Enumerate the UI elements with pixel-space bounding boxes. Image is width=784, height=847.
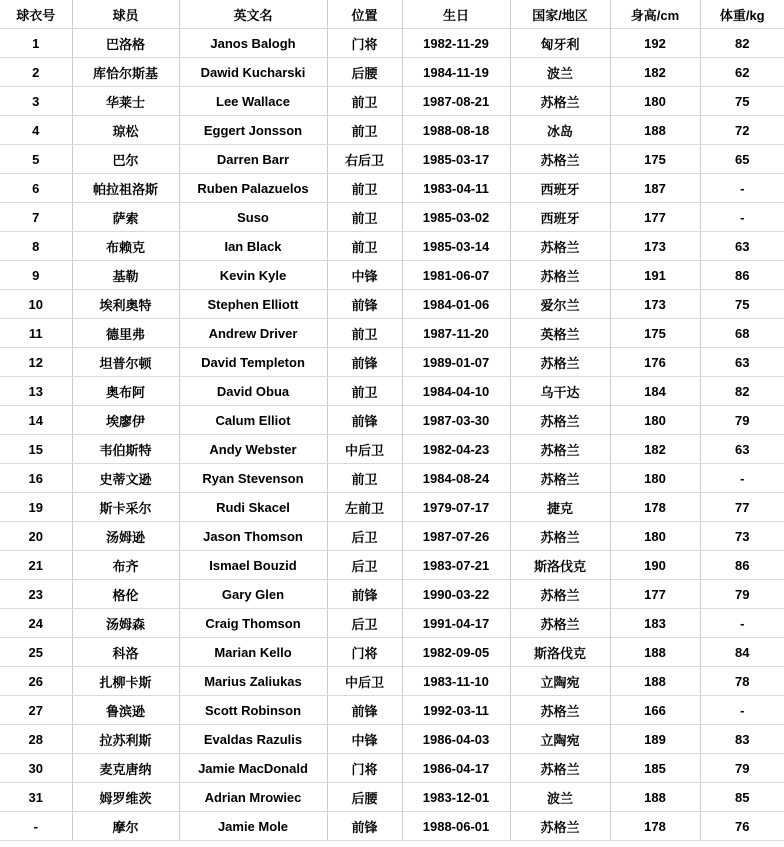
cell-player-name: 埃利奥特 xyxy=(72,290,179,319)
cell-country: 波兰 xyxy=(510,783,610,812)
cell-player-name: 埃廖伊 xyxy=(72,406,179,435)
cell-birthday: 1987-08-21 xyxy=(402,87,510,116)
table-row xyxy=(0,174,784,203)
cell-birthday: 1986-04-17 xyxy=(402,754,510,783)
cell-birthday: 1979-07-17 xyxy=(402,493,510,522)
cell-english-name: Gary Glen xyxy=(179,580,327,609)
cell-weight-kg: 65 xyxy=(700,145,784,174)
cell-english-name: Rudi Skacel xyxy=(179,493,327,522)
table-row xyxy=(0,696,784,725)
cell-player-name: 布赖克 xyxy=(72,232,179,261)
cell-weight-kg: 72 xyxy=(700,116,784,145)
cell-english-name: Andrew Driver xyxy=(179,319,327,348)
cell-country: 苏格兰 xyxy=(510,580,610,609)
cell-player-name: 史蒂文逊 xyxy=(72,464,179,493)
cell-jersey-number: 25 xyxy=(0,638,72,667)
cell-jersey-number: 28 xyxy=(0,725,72,754)
cell-player-name: 格伦 xyxy=(72,580,179,609)
cell-height-cm: 192 xyxy=(610,29,700,58)
cell-position: 前卫 xyxy=(327,377,402,406)
cell-country: 英格兰 xyxy=(510,319,610,348)
table-row xyxy=(0,725,784,754)
column-header-country: 国家/地区 xyxy=(510,0,610,29)
cell-position: 门将 xyxy=(327,638,402,667)
cell-birthday: 1984-08-24 xyxy=(402,464,510,493)
cell-english-name: Darren Barr xyxy=(179,145,327,174)
cell-player-name: 汤姆森 xyxy=(72,609,179,638)
cell-position: 前锋 xyxy=(327,406,402,435)
table-row xyxy=(0,290,784,319)
cell-country: 苏格兰 xyxy=(510,87,610,116)
cell-weight-kg: 84 xyxy=(700,638,784,667)
column-header-english-name: 英文名 xyxy=(179,0,327,29)
cell-position: 中锋 xyxy=(327,725,402,754)
cell-weight-kg: - xyxy=(700,174,784,203)
cell-english-name: Dawid Kucharski xyxy=(179,58,327,87)
cell-country: 苏格兰 xyxy=(510,754,610,783)
table-row xyxy=(0,783,784,812)
cell-jersey-number: 24 xyxy=(0,609,72,638)
cell-player-name: 摩尔 xyxy=(72,812,179,841)
cell-jersey-number: 6 xyxy=(0,174,72,203)
cell-country: 苏格兰 xyxy=(510,464,610,493)
cell-birthday: 1989-01-07 xyxy=(402,348,510,377)
cell-english-name: Ian Black xyxy=(179,232,327,261)
cell-height-cm: 189 xyxy=(610,725,700,754)
table-row xyxy=(0,551,784,580)
cell-height-cm: 182 xyxy=(610,58,700,87)
cell-birthday: 1982-09-05 xyxy=(402,638,510,667)
cell-country: 西班牙 xyxy=(510,203,610,232)
table-row xyxy=(0,638,784,667)
cell-english-name: Jamie MacDonald xyxy=(179,754,327,783)
table-row xyxy=(0,58,784,87)
cell-english-name: Evaldas Razulis xyxy=(179,725,327,754)
cell-jersey-number: 26 xyxy=(0,667,72,696)
cell-player-name: 布齐 xyxy=(72,551,179,580)
cell-english-name: Lee Wallace xyxy=(179,87,327,116)
cell-weight-kg: 86 xyxy=(700,551,784,580)
table-row xyxy=(0,493,784,522)
cell-position: 门将 xyxy=(327,29,402,58)
cell-country: 苏格兰 xyxy=(510,435,610,464)
cell-country: 立陶宛 xyxy=(510,667,610,696)
cell-weight-kg: 63 xyxy=(700,348,784,377)
cell-player-name: 科洛 xyxy=(72,638,179,667)
cell-birthday: 1986-04-03 xyxy=(402,725,510,754)
cell-player-name: 萨索 xyxy=(72,203,179,232)
table-row xyxy=(0,464,784,493)
cell-height-cm: 180 xyxy=(610,406,700,435)
cell-height-cm: 178 xyxy=(610,493,700,522)
column-header-position: 位置 xyxy=(327,0,402,29)
cell-height-cm: 175 xyxy=(610,319,700,348)
cell-birthday: 1985-03-17 xyxy=(402,145,510,174)
cell-birthday: 1987-03-30 xyxy=(402,406,510,435)
cell-country: 苏格兰 xyxy=(510,609,610,638)
cell-country: 捷克 xyxy=(510,493,610,522)
cell-country: 苏格兰 xyxy=(510,232,610,261)
cell-weight-kg: 77 xyxy=(700,493,784,522)
cell-birthday: 1992-03-11 xyxy=(402,696,510,725)
table-body xyxy=(0,29,784,841)
cell-jersey-number: 13 xyxy=(0,377,72,406)
cell-player-name: 扎柳卡斯 xyxy=(72,667,179,696)
cell-position: 后卫 xyxy=(327,551,402,580)
cell-jersey-number: 1 xyxy=(0,29,72,58)
cell-country: 苏格兰 xyxy=(510,348,610,377)
cell-jersey-number: 12 xyxy=(0,348,72,377)
cell-height-cm: 183 xyxy=(610,609,700,638)
table-header-row xyxy=(0,0,784,29)
cell-jersey-number: 19 xyxy=(0,493,72,522)
cell-player-name: 帕拉祖洛斯 xyxy=(72,174,179,203)
cell-birthday: 1991-04-17 xyxy=(402,609,510,638)
cell-country: 苏格兰 xyxy=(510,812,610,841)
cell-english-name: Craig Thomson xyxy=(179,609,327,638)
cell-position: 前锋 xyxy=(327,580,402,609)
table-row xyxy=(0,754,784,783)
table-row xyxy=(0,812,784,841)
column-header-jersey-number: 球衣号 xyxy=(0,0,72,29)
cell-player-name: 巴尔 xyxy=(72,145,179,174)
cell-birthday: 1987-11-20 xyxy=(402,319,510,348)
cell-position: 前卫 xyxy=(327,464,402,493)
cell-player-name: 巴洛格 xyxy=(72,29,179,58)
cell-jersey-number: 21 xyxy=(0,551,72,580)
cell-weight-kg: 73 xyxy=(700,522,784,551)
cell-height-cm: 180 xyxy=(610,87,700,116)
table-row xyxy=(0,377,784,406)
cell-country: 苏格兰 xyxy=(510,696,610,725)
cell-player-name: 汤姆逊 xyxy=(72,522,179,551)
cell-position: 前卫 xyxy=(327,116,402,145)
cell-jersey-number: 5 xyxy=(0,145,72,174)
cell-position: 前卫 xyxy=(327,232,402,261)
cell-position: 中后卫 xyxy=(327,667,402,696)
cell-position: 后卫 xyxy=(327,522,402,551)
table-row xyxy=(0,319,784,348)
cell-weight-kg: 86 xyxy=(700,261,784,290)
table-row xyxy=(0,435,784,464)
cell-jersey-number: 4 xyxy=(0,116,72,145)
cell-english-name: Adrian Mrowiec xyxy=(179,783,327,812)
table-row xyxy=(0,406,784,435)
cell-country: 乌干达 xyxy=(510,377,610,406)
cell-country: 波兰 xyxy=(510,58,610,87)
cell-position: 右后卫 xyxy=(327,145,402,174)
cell-weight-kg: 79 xyxy=(700,406,784,435)
cell-height-cm: 190 xyxy=(610,551,700,580)
cell-english-name: Calum Elliot xyxy=(179,406,327,435)
cell-weight-kg: - xyxy=(700,609,784,638)
cell-player-name: 基勒 xyxy=(72,261,179,290)
cell-height-cm: 184 xyxy=(610,377,700,406)
cell-jersey-number: 31 xyxy=(0,783,72,812)
cell-position: 左前卫 xyxy=(327,493,402,522)
cell-weight-kg: 76 xyxy=(700,812,784,841)
cell-jersey-number: 8 xyxy=(0,232,72,261)
cell-height-cm: 191 xyxy=(610,261,700,290)
column-header-birthday: 生日 xyxy=(402,0,510,29)
cell-height-cm: 182 xyxy=(610,435,700,464)
cell-english-name: Stephen Elliott xyxy=(179,290,327,319)
cell-jersey-number: - xyxy=(0,812,72,841)
cell-country: 苏格兰 xyxy=(510,522,610,551)
cell-position: 中后卫 xyxy=(327,435,402,464)
cell-english-name: David Obua xyxy=(179,377,327,406)
cell-birthday: 1988-08-18 xyxy=(402,116,510,145)
cell-height-cm: 166 xyxy=(610,696,700,725)
cell-country: 西班牙 xyxy=(510,174,610,203)
cell-jersey-number: 16 xyxy=(0,464,72,493)
cell-birthday: 1982-04-23 xyxy=(402,435,510,464)
table-row xyxy=(0,116,784,145)
cell-country: 苏格兰 xyxy=(510,261,610,290)
table-row xyxy=(0,580,784,609)
cell-position: 前卫 xyxy=(327,174,402,203)
cell-position: 后腰 xyxy=(327,783,402,812)
cell-position: 前卫 xyxy=(327,203,402,232)
cell-country: 苏格兰 xyxy=(510,145,610,174)
cell-height-cm: 185 xyxy=(610,754,700,783)
cell-height-cm: 177 xyxy=(610,203,700,232)
cell-position: 前锋 xyxy=(327,812,402,841)
cell-weight-kg: 79 xyxy=(700,580,784,609)
cell-birthday: 1983-07-21 xyxy=(402,551,510,580)
cell-english-name: Marius Zaliukas xyxy=(179,667,327,696)
cell-position: 前卫 xyxy=(327,87,402,116)
table-row xyxy=(0,667,784,696)
cell-player-name: 斯卡采尔 xyxy=(72,493,179,522)
cell-position: 后卫 xyxy=(327,609,402,638)
cell-birthday: 1981-06-07 xyxy=(402,261,510,290)
cell-english-name: Janos Balogh xyxy=(179,29,327,58)
cell-height-cm: 173 xyxy=(610,232,700,261)
cell-position: 前锋 xyxy=(327,696,402,725)
cell-position: 中锋 xyxy=(327,261,402,290)
cell-english-name: Jason Thomson xyxy=(179,522,327,551)
cell-english-name: Eggert Jonsson xyxy=(179,116,327,145)
cell-jersey-number: 9 xyxy=(0,261,72,290)
cell-jersey-number: 27 xyxy=(0,696,72,725)
cell-birthday: 1984-04-10 xyxy=(402,377,510,406)
cell-position: 后腰 xyxy=(327,58,402,87)
cell-country: 匈牙利 xyxy=(510,29,610,58)
table-row xyxy=(0,145,784,174)
cell-weight-kg: 75 xyxy=(700,290,784,319)
cell-english-name: Marian Kello xyxy=(179,638,327,667)
cell-jersey-number: 11 xyxy=(0,319,72,348)
cell-english-name: Ryan Stevenson xyxy=(179,464,327,493)
cell-height-cm: 188 xyxy=(610,638,700,667)
cell-weight-kg: 85 xyxy=(700,783,784,812)
cell-birthday: 1987-07-26 xyxy=(402,522,510,551)
cell-jersey-number: 2 xyxy=(0,58,72,87)
table-row xyxy=(0,522,784,551)
cell-height-cm: 188 xyxy=(610,667,700,696)
cell-jersey-number: 3 xyxy=(0,87,72,116)
cell-jersey-number: 23 xyxy=(0,580,72,609)
table-row xyxy=(0,87,784,116)
cell-jersey-number: 10 xyxy=(0,290,72,319)
cell-jersey-number: 20 xyxy=(0,522,72,551)
cell-weight-kg: - xyxy=(700,203,784,232)
cell-country: 冰岛 xyxy=(510,116,610,145)
cell-height-cm: 173 xyxy=(610,290,700,319)
cell-height-cm: 188 xyxy=(610,783,700,812)
cell-weight-kg: 82 xyxy=(700,377,784,406)
column-header-height-cm: 身高/cm xyxy=(610,0,700,29)
table-row xyxy=(0,348,784,377)
cell-height-cm: 178 xyxy=(610,812,700,841)
cell-birthday: 1985-03-14 xyxy=(402,232,510,261)
cell-birthday: 1990-03-22 xyxy=(402,580,510,609)
table-row xyxy=(0,203,784,232)
cell-player-name: 琼松 xyxy=(72,116,179,145)
cell-player-name: 坦普尔顿 xyxy=(72,348,179,377)
cell-country: 斯洛伐克 xyxy=(510,638,610,667)
cell-player-name: 韦伯斯特 xyxy=(72,435,179,464)
cell-height-cm: 187 xyxy=(610,174,700,203)
cell-country: 立陶宛 xyxy=(510,725,610,754)
column-header-weight-kg: 体重/kg xyxy=(700,0,784,29)
cell-height-cm: 176 xyxy=(610,348,700,377)
cell-player-name: 德里弗 xyxy=(72,319,179,348)
cell-birthday: 1983-04-11 xyxy=(402,174,510,203)
cell-weight-kg: - xyxy=(700,696,784,725)
cell-weight-kg: 78 xyxy=(700,667,784,696)
cell-player-name: 拉苏利斯 xyxy=(72,725,179,754)
cell-birthday: 1982-11-29 xyxy=(402,29,510,58)
table-row xyxy=(0,29,784,58)
cell-weight-kg: 79 xyxy=(700,754,784,783)
cell-player-name: 鲁滨逊 xyxy=(72,696,179,725)
cell-birthday: 1985-03-02 xyxy=(402,203,510,232)
cell-birthday: 1984-01-06 xyxy=(402,290,510,319)
cell-birthday: 1988-06-01 xyxy=(402,812,510,841)
cell-player-name: 奥布阿 xyxy=(72,377,179,406)
cell-player-name: 姆罗维茨 xyxy=(72,783,179,812)
cell-english-name: Kevin Kyle xyxy=(179,261,327,290)
cell-position: 门将 xyxy=(327,754,402,783)
cell-birthday: 1983-11-10 xyxy=(402,667,510,696)
cell-english-name: Ruben Palazuelos xyxy=(179,174,327,203)
cell-jersey-number: 14 xyxy=(0,406,72,435)
cell-jersey-number: 30 xyxy=(0,754,72,783)
cell-position: 前锋 xyxy=(327,290,402,319)
cell-height-cm: 180 xyxy=(610,464,700,493)
cell-height-cm: 177 xyxy=(610,580,700,609)
cell-english-name: David Templeton xyxy=(179,348,327,377)
cell-player-name: 华莱士 xyxy=(72,87,179,116)
cell-height-cm: 175 xyxy=(610,145,700,174)
cell-weight-kg: 83 xyxy=(700,725,784,754)
cell-player-name: 麦克唐纳 xyxy=(72,754,179,783)
table-row xyxy=(0,609,784,638)
cell-english-name: Andy Webster xyxy=(179,435,327,464)
cell-position: 前锋 xyxy=(327,348,402,377)
cell-height-cm: 180 xyxy=(610,522,700,551)
cell-weight-kg: - xyxy=(700,464,784,493)
cell-english-name: Jamie Mole xyxy=(179,812,327,841)
cell-position: 前卫 xyxy=(327,319,402,348)
table-row xyxy=(0,232,784,261)
cell-weight-kg: 75 xyxy=(700,87,784,116)
cell-english-name: Ismael Bouzid xyxy=(179,551,327,580)
cell-weight-kg: 82 xyxy=(700,29,784,58)
cell-country: 苏格兰 xyxy=(510,406,610,435)
cell-weight-kg: 68 xyxy=(700,319,784,348)
cell-weight-kg: 63 xyxy=(700,232,784,261)
cell-jersey-number: 7 xyxy=(0,203,72,232)
cell-country: 斯洛伐克 xyxy=(510,551,610,580)
cell-height-cm: 188 xyxy=(610,116,700,145)
cell-weight-kg: 63 xyxy=(700,435,784,464)
cell-english-name: Scott Robinson xyxy=(179,696,327,725)
cell-birthday: 1984-11-19 xyxy=(402,58,510,87)
cell-english-name: Suso xyxy=(179,203,327,232)
cell-country: 爱尔兰 xyxy=(510,290,610,319)
cell-player-name: 库恰尔斯基 xyxy=(72,58,179,87)
cell-jersey-number: 15 xyxy=(0,435,72,464)
column-header-player-name: 球员 xyxy=(72,0,179,29)
cell-weight-kg: 62 xyxy=(700,58,784,87)
table-row xyxy=(0,261,784,290)
cell-birthday: 1983-12-01 xyxy=(402,783,510,812)
